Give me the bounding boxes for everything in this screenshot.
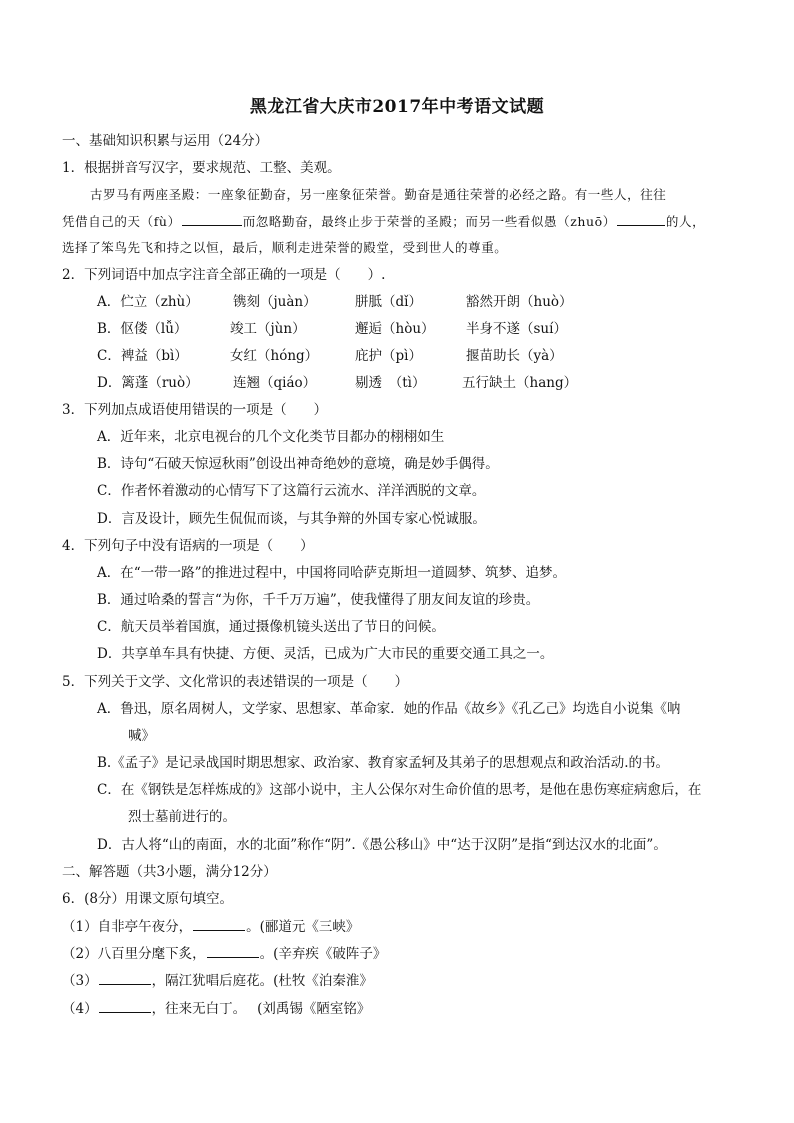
q4-option-d: D．共享单车具有快捷、方便、灵活，已成为广大市民的重要交通工具之一。 — [97, 646, 554, 662]
q3-stem: 3．下列加点成语使用错误的一项是（ ） — [62, 402, 328, 418]
q3-option-a: A．近年来，北京电视台的几个文化类节目都办的栩栩如生 — [97, 429, 445, 445]
q6-item-3 — [62, 971, 373, 990]
q4-option-a: A．在“一带一路”的推进过程中，中国将同哈萨克斯坦一道圆梦、筑梦、追梦。 — [97, 565, 567, 581]
q5-stem: 5．下列关于文学、文化常识的表述错误的一项是（ ） — [62, 674, 409, 690]
q3-option-c: C．作者怀着激动的心情写下了这篇行云流水、洋洋洒脱的文章。 — [97, 483, 486, 499]
q1-passage-line-3: 选择了笨鸟先飞和持之以恒，最后，顺利走进荣誉的殿堂，受到世人的尊重。 — [62, 240, 508, 255]
q2-d-2: 连翘（qiáo） — [233, 375, 317, 391]
q5-option-c-line-1: C．在《钢铁是怎样炼成的》这部小说中，主人公保尔对生命价值的思考，是他在患伤寒症病愈后，在 — [97, 782, 702, 798]
section-heading-2: 二、解答题（共3小题，满分12分） — [62, 864, 277, 880]
q2-d-4: 五行缺土（hang） — [462, 375, 578, 391]
q6-stem: 6．(8分）用课文原句填空。 — [62, 891, 233, 907]
q2-b-1: B．伛偻（lǚ） — [97, 321, 188, 337]
q2-d-3: 剔透 （tì） — [355, 375, 426, 391]
q3-option-b: B．诗句“石破天惊逗秋雨”创设出神奇绝妙的意境，确是妙手偶得。 — [97, 456, 499, 472]
q1-passage-seg-c: 的人， — [665, 214, 706, 229]
q1-blank-1[interactable] — [182, 212, 242, 226]
q6-item-1-post: 。(郦道元《三峡》 — [246, 919, 360, 935]
q6-item-4-pre: （4） — [62, 1001, 98, 1017]
q2-c-3: 庇护（pì） — [355, 348, 422, 364]
q4-option-c: C．航天员举着国旗，通过摄像机镜头送出了节日的问候。 — [97, 619, 445, 635]
q1-blank-2[interactable] — [617, 212, 665, 226]
q2-b-4: 半身不遂（suí） — [466, 321, 567, 337]
q6-item-3-pre: （3） — [62, 973, 98, 989]
q6-item-2 — [62, 944, 386, 963]
q2-c-2: 女红（hóng） — [230, 348, 319, 364]
q6-item-4 — [62, 999, 370, 1018]
q2-a-3: 胼胝（dǐ） — [355, 294, 422, 310]
q5-option-b: B.《孟子》是记录战国时期思想家、政治家、教育家孟轲及其弟子的思想观点和政治活动.的书。 — [97, 755, 670, 771]
q1-passage-line-2 — [62, 212, 705, 231]
q2-c-4: 揠苗助长（yà） — [466, 348, 563, 364]
section-heading-1: 一、基础知识积累与运用（24分） — [62, 133, 269, 149]
q2-a-2: 镌刻（juàn） — [233, 294, 317, 310]
q2-a-1: A．伫立（zhù） — [97, 294, 199, 310]
q6-item-2-post: 。(辛弃疾《破阵子》 — [259, 946, 387, 962]
q2-c-1: C．裨益（bì） — [97, 348, 188, 364]
q6-item-1 — [62, 917, 359, 936]
q2-a-4: 豁然开朗（huò） — [466, 294, 573, 310]
q2-b-2: 竣工（jùn） — [230, 321, 306, 337]
q2-d-1: D．篱蓬（ruò） — [97, 375, 199, 391]
q6-item-4-blank[interactable] — [99, 999, 151, 1013]
q1-stem: 1．根据拼音写汉字，要求规范、工整、美观。 — [62, 160, 341, 176]
q1-passage-line-1: 古罗马有两座圣殿：一座象征勤奋，另一座象征荣誉。勤奋是通往荣誉的必经之路。有一些人，往往 — [90, 187, 667, 202]
q5-option-d: D．古人将“山的南面，水的北面”称作“阴”.《愚公移山》中“达于汉阴”是指“到达汉水的北面”。 — [97, 837, 667, 853]
q5-option-a-line-2: 喊》 — [128, 728, 155, 744]
q2-b-3: 邂逅（hòu） — [355, 321, 435, 337]
q6-item-2-blank[interactable] — [207, 944, 259, 958]
q6-item-2-pre: （2）八百里分麾下炙， — [62, 946, 206, 962]
q6-item-3-post: ，隔江犹唱后庭花。(杜牧《泊秦淮》 — [151, 973, 373, 989]
q2-stem: 2．下列词语中加点字注音全部正确的一项是（ ）. — [62, 267, 386, 283]
q1-passage-seg-b: 而忽略勤奋，最终止步于荣誉的圣殿；而另一些看似愚（zhuō） — [242, 214, 616, 229]
q6-item-3-blank[interactable] — [99, 971, 151, 985]
q4-option-b: B．通过哈桑的誓言“为你，千千万万遍”，使我懂得了朋友间友谊的珍贵。 — [97, 592, 540, 608]
page-title: 黑龙江省大庆市2017年中考语文试题 — [249, 97, 545, 117]
q5-option-c-line-2: 烈士墓前进行的。 — [128, 809, 236, 825]
q1-passage-seg-a: 凭借自己的天（fù） — [62, 214, 181, 229]
q5-option-a-line-1: A．鲁迅，原名周树人，文学家、思想家、革命家．她的作品《故乡》《孔乙己》均选自小说集《呐 — [97, 701, 681, 717]
q3-option-d: D．言及设计，顾先生侃侃而谈，与其争辩的外国专家心悦诚服。 — [97, 511, 486, 527]
q6-item-4-post: ，往来无白丁。 (刘禹锡《陋室铭》 — [151, 1001, 371, 1017]
q4-stem: 4．下列句子中没有语病的一项是（ ） — [62, 538, 314, 554]
q6-item-1-pre: （1）自非亭午夜分， — [62, 919, 193, 935]
q6-item-1-blank[interactable] — [193, 917, 245, 931]
